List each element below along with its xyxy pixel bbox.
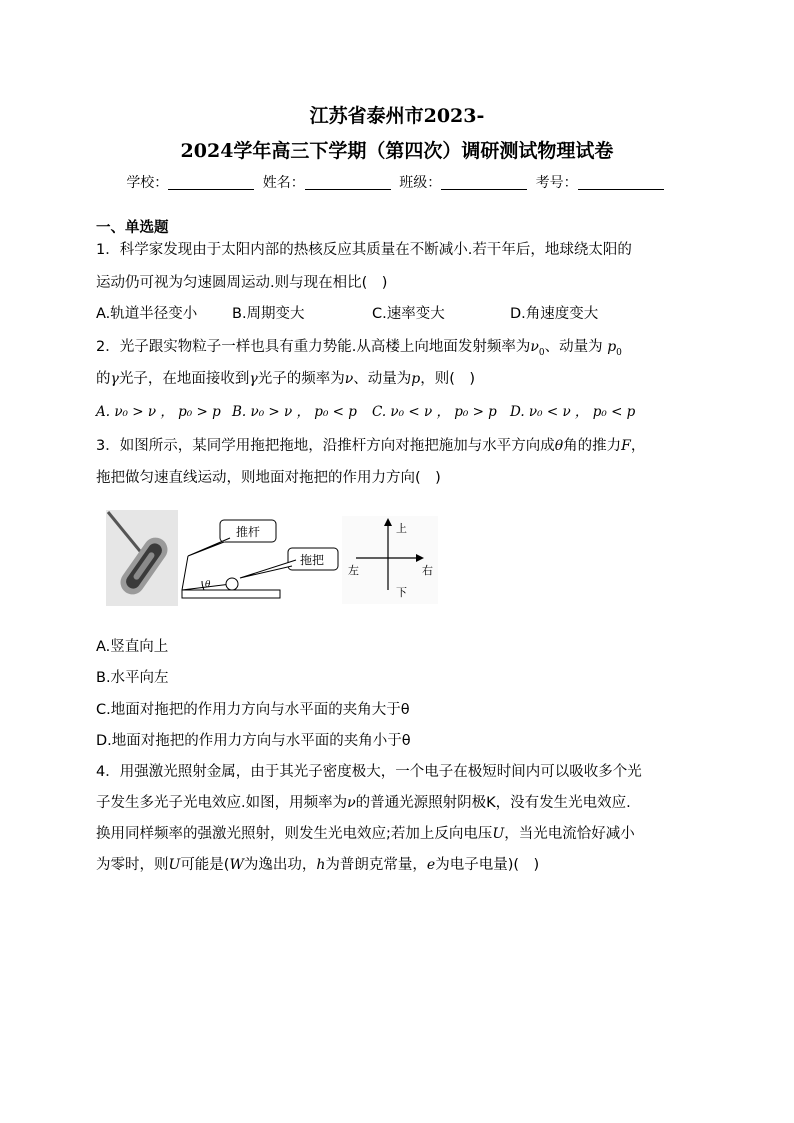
q4-text: 可能是(	[180, 857, 230, 873]
section-title: 一、单选题	[96, 220, 169, 236]
q2-gamma: γ	[110, 371, 119, 387]
rod-label: 推杆	[236, 525, 261, 539]
mop-head	[226, 578, 238, 590]
q3-option-a[interactable]: A.竖直向上	[96, 639, 169, 655]
q4-text: 为逸出功，	[243, 857, 317, 873]
q4-stem-line3	[96, 822, 635, 843]
q2-text: 2．光子跟实物粒子一样也具有重力势能.从高楼上向地面发射频率为	[96, 339, 531, 355]
q2-text: 的	[96, 371, 111, 387]
mop-label: 拖把	[300, 553, 325, 567]
q2-text: 光子的频率为	[257, 371, 345, 387]
q1-option-c[interactable]: C.速率变大	[372, 306, 445, 322]
dir-up: 上	[396, 522, 407, 535]
class-label: 班级：	[399, 175, 442, 191]
q3-option-c[interactable]: C.地面对拖把的作用力方向与水平面的夹角大于θ	[96, 702, 410, 718]
number-blank[interactable]	[578, 175, 664, 190]
exam-title-line1: 江苏省泰州市2023-	[309, 105, 485, 127]
q1-stem-line1: 1．科学家发现由于太阳内部的热核反应其质量在不断减小.若干年后，地球绕太阳的	[96, 242, 632, 258]
q3-stem-line2: 拖把做匀速直线运动，则地面对拖把的作用力方向( )	[96, 470, 441, 486]
school-blank[interactable]	[168, 175, 254, 190]
q2-stem-line2	[96, 367, 475, 388]
q2-nu: ν	[344, 371, 354, 387]
dir-left: 左	[348, 564, 359, 577]
q4-text: 子发生多光子光电效应.如图，用频率为	[96, 795, 348, 811]
q3-text: ，	[630, 438, 646, 454]
q4-stem-line1: 4．用强激光照射金属，由于其光子密度极大，一个电子在极短时间内可以吸收多个光	[96, 764, 642, 780]
q4-stem-line4	[96, 853, 539, 874]
q2-nu0: $\nu_0$	[530, 339, 545, 358]
q4-U: U	[492, 826, 505, 842]
number-label: 考号：	[535, 175, 578, 191]
q2-gamma: γ	[249, 371, 258, 387]
q2-text: 光子，在地面接收到	[118, 371, 250, 387]
q4-h: h	[316, 857, 326, 873]
q4-W: W	[229, 857, 244, 873]
q2-text: ，则( )	[420, 371, 476, 387]
name-blank[interactable]	[305, 175, 391, 190]
q1-option-d[interactable]: D.角速度变大	[510, 306, 599, 322]
q3-stem-line1	[96, 434, 645, 455]
q4-U: U	[168, 857, 181, 873]
q4-text: 换用同样频率的强激光照射，则发生光电效应;若加上反向电压	[96, 826, 493, 842]
q3-theta: θ	[554, 438, 564, 454]
dir-right: 右	[422, 564, 433, 577]
floor-plate	[182, 590, 280, 598]
q2-option-a[interactable]: A. ν₀ > ν ， p₀ > p	[96, 404, 221, 420]
theta-label: θ	[205, 580, 211, 590]
q4-text: 为普朗克常量，	[325, 857, 427, 873]
q3-text: 3．如图所示，某同学用拖把拖地，沿推杆方向对拖把施加与水平方向成	[96, 438, 555, 454]
q2-stem-line1	[96, 335, 622, 358]
q2-text: 、动量为	[544, 339, 603, 355]
class-blank[interactable]	[441, 175, 527, 190]
dir-down: 下	[396, 586, 407, 599]
q4-text: 为电子电量)( )	[435, 857, 540, 873]
q4-e: e	[426, 857, 436, 873]
q4-nu: ν	[347, 795, 356, 811]
q3-F: F	[621, 438, 631, 454]
direction-cross	[342, 516, 438, 604]
q2-option-b[interactable]: B. ν₀ > ν ， p₀ < p	[232, 404, 357, 420]
q4-text: 为零时，则	[96, 857, 169, 873]
q4-text: 的普通光源照射阴极K，没有发生光电效应.	[355, 795, 631, 811]
school-label: 学校：	[126, 175, 169, 191]
q2-p: p	[411, 371, 421, 387]
q4-text: ，当光电流恰好减小	[504, 826, 635, 842]
q2-text: 、动量为	[353, 371, 412, 387]
q1-option-a[interactable]: A.轨道半径变小	[96, 306, 198, 322]
q4-stem-line2	[96, 791, 631, 812]
q2-p0: $p_0$	[607, 339, 622, 358]
student-info-row	[0, 172, 794, 192]
exam-title-line2: 2024学年高三下学期（第四次）调研测试物理试卷	[180, 140, 614, 162]
q3-text: 角的推力	[563, 438, 622, 454]
q3-option-b[interactable]: B.水平向左	[96, 670, 169, 686]
q3-mop-figure	[104, 508, 444, 608]
q2-option-c[interactable]: C. ν₀ < ν ， p₀ > p	[372, 404, 497, 420]
q1-option-b[interactable]: B.周期变大	[232, 306, 305, 322]
q1-stem-line2: 运动仍可视为匀速圆周运动.则与现在相比( )	[96, 275, 388, 291]
name-label: 姓名：	[262, 175, 305, 191]
q3-option-d[interactable]: D.地面对拖把的作用力方向与水平面的夹角小于θ	[96, 733, 411, 749]
q2-option-d[interactable]: D. ν₀ < ν ， p₀ < p	[510, 404, 636, 420]
mop-photo	[106, 510, 178, 606]
